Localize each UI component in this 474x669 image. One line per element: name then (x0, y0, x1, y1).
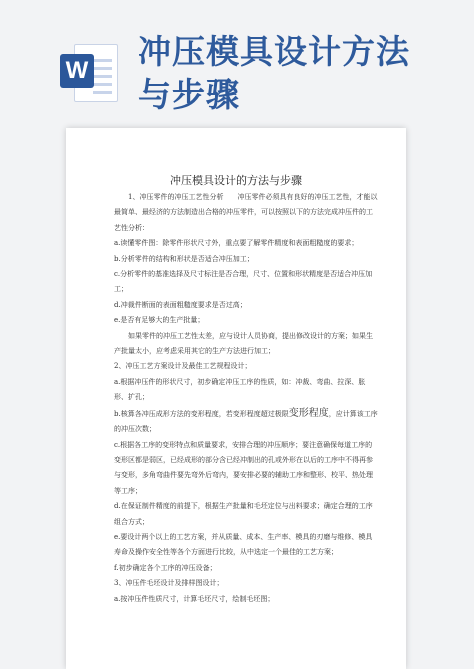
word-logo-badge: W (60, 54, 94, 88)
paragraph: e.要设计两个以上的工艺方案，并从质量、成本、生产率、模具的刃磨与维修、模具寿命及操作安全性等各个方面进行比较，从中选定一个最佳的工艺方案； (114, 532, 373, 557)
banner-title-line2: 与步骤 (138, 75, 240, 114)
paragraph: e.是否有足够大的生产批量； (114, 316, 205, 325)
banner-title (138, 30, 438, 116)
paragraph: 1、冲压零件的冲压工艺性分析 冲压零件必须具有良好的冲压工艺性，才能以最简单、最经济的方法制造出合格的冲压零件，可以按照以下的方法完成冲压件的工艺性分析： (114, 193, 378, 232)
paragraph: 3、冲压件毛坯设计及排样图设计； (114, 579, 224, 588)
paragraph: 2、冲压工艺方案设计及最佳工艺规程设计； (114, 362, 252, 371)
paragraph: f.初步确定各个工序的冲压设备； (114, 563, 217, 572)
paragraph: c.分析零件的基准选择及尺寸标注是否合理，尺寸、位置和形状精度是否适合冲压加工； (114, 270, 373, 294)
document-title: 冲压模具设计的方法与步骤 (170, 174, 302, 187)
paragraph: a.读懂零件图：除零件形状尺寸外，重点要了解零件精度和表面粗糙度的要求； (114, 239, 359, 248)
paragraph: 如果零件的冲压工艺性太差，应与设计人员协商，提出修改设计的方案；如果生产批量太小，应考虑采用其它的生产方法进行加工； (114, 331, 373, 356)
paragraph: d.在保证制件精度的前提下，根据生产批量和毛坯定位与出料要求；确定合理的工序组合方式； (114, 502, 373, 526)
paragraph-text: b.核算各冲压成形方法的变形程度，若变形程度超过极限 (114, 409, 289, 418)
paragraph: a.根据冲压件的形状尺寸，初步确定冲压工序的性质，如：冲裁、弯曲、拉深、胀形、扩孔； (114, 377, 366, 402)
paragraph: b.分析零件的结构和形状是否适合冲压加工； (114, 254, 254, 263)
document-body (114, 190, 378, 607)
paragraph: d.冲裁件断面的表面粗糙度要求是否过高； (114, 300, 247, 309)
emphasis-text: 变形程度 (288, 407, 329, 419)
paragraph-text: ，应计算该工序的冲压次数； (114, 409, 378, 434)
banner (0, 0, 474, 118)
document-page (66, 128, 406, 669)
paragraph: c.根据各工序的变形特点和质量要求，安排合理的冲压顺序；要注意确保每道工序的变形区都是弱区，已经成形的部分含已经冲制出的孔或外形在以后的工序中不得再参与变形，多角弯曲件要先弯外后弯内，要安排必要的辅助工序和整形、校平、热处理等工序； (114, 440, 373, 495)
banner-title-line1: 冲压模具设计方法 (138, 32, 410, 71)
word-icon (60, 44, 116, 100)
paragraph (114, 406, 378, 438)
paragraph: a.按冲压件性质尺寸，计算毛坯尺寸，绘制毛坯图； (114, 594, 275, 603)
